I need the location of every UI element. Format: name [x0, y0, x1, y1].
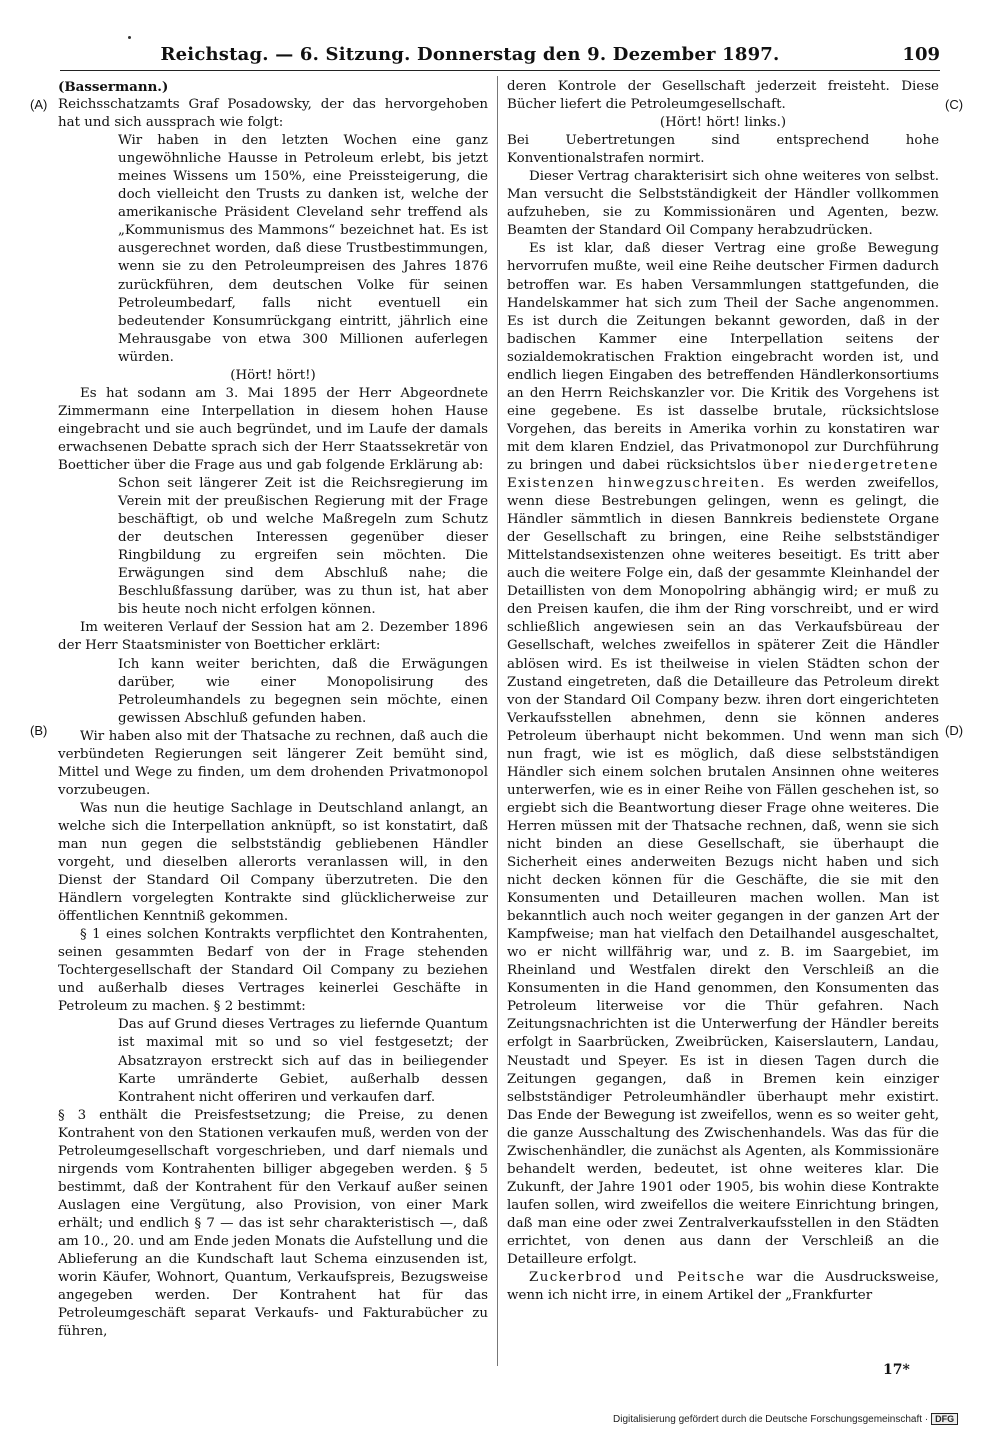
left-column	[58, 78, 488, 1341]
column-divider	[497, 76, 498, 1366]
block-quote: Schon seit längerer Zeit ist die Reichsregierung im Verein mit der preußischen Regierung mit der Frage beschäftigt, ob und welche Maßregeln zum Schutz der deutschen Interessen gegenüber dieser Ringbildung zu ergreifen sein möchten. Die Erwägungen sind dem Abschluß nahe; die Beschlußfassung darüber, was zu thun ist, hat aber bis heute noch nicht erfolgen können.	[118, 476, 488, 618]
right-column	[507, 78, 939, 1305]
emphasized-text: Zuckerbrod und Peitsche	[529, 1270, 746, 1286]
speaker-name: (Bassermann.)	[58, 79, 169, 95]
signature-mark: 17*	[883, 1362, 910, 1378]
interjection: (Hört! hört!)	[230, 367, 316, 383]
paragraph-text: Es werden zweifellos, wenn diese Bestrebungen gelingen, wenn es gelingt, die Händler sämmtlich in diesen Bannkreis bedienstete Organe der Gesellschaft zu bringen, eine Reihe selbstständiger Mittelstandsexistenzen ohne weiteres beseitigt. Es tritt aber auch die weitere Folge ein, daß der gesammte Kleinhandel der Detaillisten von dem Monopolring abhängig wird; er muß zu den Preisen kaufen, die ihm der Ring vorschreibt, und er wird schließlich angewiesen sein an das Verkaufsbüreau der Gesellschaft, welches zweifellos in späterer Zeit die Händler ablösen wird. Es ist theilweise in vielen Städten schon der Zustand eingetreten, daß die Detailleure das Petroleum direkt von der Standard Oil Company bezw. ihren dort eingerichteten Verkaufsstellen abnehmen, denn sie können anderes Petroleum überhaupt nicht bekommen. Und wenn man sich nun fragt, wie ist es möglich, daß diese selbstständigen Händler sich einem solchen brutalen Ansinnen ohne weiteres unterwerfen, wie es in einer Reihe von Fällen geschehen ist, so ergiebt sich die Beantwortung dieser Frage ohne weiteres. Die Herren müssen mit der Thatsache rechnen, daß, wenn sie sich nicht binden an diese Gesellschaft, sie überhaupt die Sicherheit eines anderweiten Bezugs nicht haben und sich nicht decken können für die Geschäfte, die sie mit den Konsumenten und Detailleuren machen wollen. Man ist bekanntlich auch noch weiter gegangen in der ganzen Art der Kampfweise; man hat vielfach den Detailhandel ausgeschaltet, wo er nicht willfährig war, und z. B. im Saargebiet, im Rheinland und Westfalen direkt den Verschleiß an die Konsumenten in die Hand genommen, den Konsumenten das Petroleum literweise vor die Thür gefahren. Nach Zeitungsnachrichten ist die Unterwerfung der Händler bereits erfolgt in Saarbrücken, Zweibrücken, Kaiserslautern, Landau, Neustadt und Speyer. Es ist in diesen Tagen durch die Zeitungen gegangen, daß in Bremen kein einziger selbstständiger Petroleumhändler überhaupt mehr existirt. Das Ende der Bewegung ist zweifellos, wenn es so weiter geht, die ganze Ausschaltung des Zwischenhandels. Was das für die Zwischenhändler, die zunächst als Agenten, als Kommissionäre behandelt werden, bedeutet, ist ohne weiteres klar. Die Zukunft, der Jahre 1901 oder 1905, bis wohin diese Kontrakte laufen sollen, wird zweifellos die weitere Einrichtung bringen, daß man eine oder zwei Zentralverkaufsstellen in den Städten errichtet, von denen aus dann der Verschleiß an die Detailleure erfolgt.	[507, 476, 939, 1268]
ink-speck	[128, 36, 131, 39]
margin-marker-a: (A)	[30, 97, 48, 112]
paragraph: Im weiteren Verlauf der Session hat am 2. Dezember 1896 der Herr Staatsminister von Boetticher erklärt:	[58, 620, 488, 654]
paragraph: Bei Uebertretungen sind entsprechend hohe Konventionalstrafen normirt.	[507, 133, 939, 167]
emphasized-text: über niedergetretene Existenzen hinwegzuschreiten.	[507, 457, 939, 492]
paragraph: Was nun die heutige Sachlage in Deutschland anlangt, an welche sich die Interpellation anknüpft, so ist konstatirt, daß man nun gegen die selbstständig gebliebenen Händler vorgeht, und dieselben allerorts veranlassen will, in den Dienst der Standard Oil Company überzutreten. Die den Händlern vorgelegten Kontrakte sind glücklicherweise zur öffentlichen Kenntniß gekommen.	[58, 800, 488, 925]
interjection: (Hört! hört! links.)	[659, 115, 787, 131]
block-quote: Ich kann weiter berichten, daß die Erwägungen darüber, wie einer Monopolisirung des Petroleumhandels zu begegnen sein möchte, einen gewissen Abschluß gefunden haben.	[118, 656, 488, 726]
paragraph: deren Kontrole der Gesellschaft jederzeit freisteht. Diese Bücher liefert die Petroleumgesellschaft.	[507, 79, 939, 113]
paragraph: Es hat sodann am 3. Mai 1895 der Herr Abgeordnete Zimmermann eine Interpellation in diesem hohen Hause eingebracht und sie auch begründet, und im Laufe der damals erwachsenen Debatte sprach sich der Herr Staatssekretär von Boetticher über die Frage aus und gab folgende Erklärung ab:	[58, 385, 488, 473]
page-number: 109	[902, 44, 940, 65]
block-quote: Wir haben in den letzten Wochen eine ganz ungewöhnliche Hausse in Petroleum erlebt, bis jetzt meines Wissens um 150%, eine Preissteigerung, die doch vielleicht den Trusts zu danken ist, welche der amerikanische Präsident Cleveland sehr treffend als „Kommunismus des Mammons“ bezeichnet hat. Es ist ausgerechnet worden, daß diese Trustbestimmungen, wenn sie zu den Petroleumpreisen des Jahres 1876 zurückführen, dem deutschen Volke für seinen Petroleumbedarf, falls nicht eventuell ein bedeutender Konsumrückgang eintritt, jährlich eine Mehrausgabe von etwa 300 Millionen auferlegen würden.	[118, 133, 488, 365]
paragraph-text: Es ist klar, daß dieser Vertrag eine große Bewegung hervorrufen mußte, weil eine Reihe deutscher Firmen dadurch betroffen war. Es haben Versammlungen stattgefunden, die Handelskammer hat sich zum Theil der Sache angenommen. Es ist durch die Zeitungen bekannt geworden, daß in der badischen Kammer eine Interpellation seitens der sozialdemokratischen Fraktion eingebracht worden ist, und endlich liegen Eingaben des betreffenden Händlerkonsortiums an den Herrn Reichskanzler vor. Die Kritik des Vorgehens ist eine gegebene. Es ist dasselbe brutale, rücksichtslose Vorgehen, das bereits in Amerika vorhin zu konstatiren war mit dem klaren Endziel, das Privatmonopol zur Durchführung zu bringen und dabei rücksichtslos	[507, 241, 939, 473]
margin-marker-b: (B)	[30, 723, 48, 738]
paragraph	[507, 240, 939, 1269]
margin-marker-c: (C)	[945, 97, 964, 112]
paragraph: § 3 enthält die Preisfestsetzung; die Preise, zu denen Kontrahent von den Stationen verkaufen muß, werden von der Petroleumgesellschaft vorgeschrieben, und darf niemals und nirgends vom Kontrahenten billiger abgegeben werden. § 5 bestimmt, daß der Kontrahent für den Verkauf außer seinen Auslagen eine Vergütung, also Provision, von einer Mark erhält; und endlich § 7 — das ist sehr charakteristisch —, daß am 10., 20. und am Ende jeden Monats die Aufstellung und die Ablieferung an die Kundschaft laut Schema einzusenden ist, worin Käufer, Wohnort, Quantum, Verkaufspreis, Bezugsweise angegeben werden. Der Kontrahent hat für das Petroleumgeschäft separat Verkaufs- und Fakturabücher zu führen,	[58, 1107, 488, 1340]
paragraph	[507, 1269, 939, 1305]
paragraph: § 1 eines solchen Kontrakts verpflichtet den Kontrahenten, seinen gesammten Bedarf von der in Frage stehenden Tochtergesellschaft der Standard Oil Company zu beziehen und außerhalb dieses Vertrages keinerlei Geschäfte in Petroleum zu machen. § 2 bestimmt:	[58, 927, 488, 1015]
paragraph: Wir haben also mit der Thatsache zu rechnen, daß auch die verbündeten Regierungen seit längerer Zeit bemüht sind, Mittel und Wege zu finden, um dem drohenden Privatmonopol vorzubeugen.	[58, 728, 488, 798]
footer-text: Digitalisierung gefördert durch die Deutsche Forschungsgemeinschaft ·	[613, 1414, 929, 1425]
dfg-logo: DFG	[931, 1413, 958, 1425]
footer-credit	[613, 1413, 958, 1425]
margin-marker-d: (D)	[945, 723, 964, 738]
page-header	[60, 44, 940, 71]
paragraph: Reichsschatzamts Graf Posadowsky, der das hervorgehoben hat und sich aussprach wie folgt:	[58, 97, 488, 131]
paragraph-text: war die Ausdrucksweise, wenn ich nicht irre, in einem Artikel der „Frankfurter	[507, 1270, 939, 1304]
paragraph: Dieser Vertrag charakterisirt sich ohne weiteres von selbst. Man versucht die Selbstständigkeit der Händler vollkommen aufzuheben, sie zu Kommissionären und Agenten, bezw. Beamten der Standard Oil Company herabzudrücken.	[507, 169, 939, 239]
running-title: Reichstag. — 6. Sitzung. Donnerstag den 9. Dezember 1897.	[160, 44, 780, 65]
block-quote: Das auf Grund dieses Vertrages zu liefernde Quantum ist maximal mit so und so viel festgesetzt; der Absatzrayon erstreckt sich auf das in beiliegender Karte umränderte Gebiet, außerhalb dessen Kontrahent nicht offeriren und verkaufen darf.	[118, 1017, 488, 1105]
